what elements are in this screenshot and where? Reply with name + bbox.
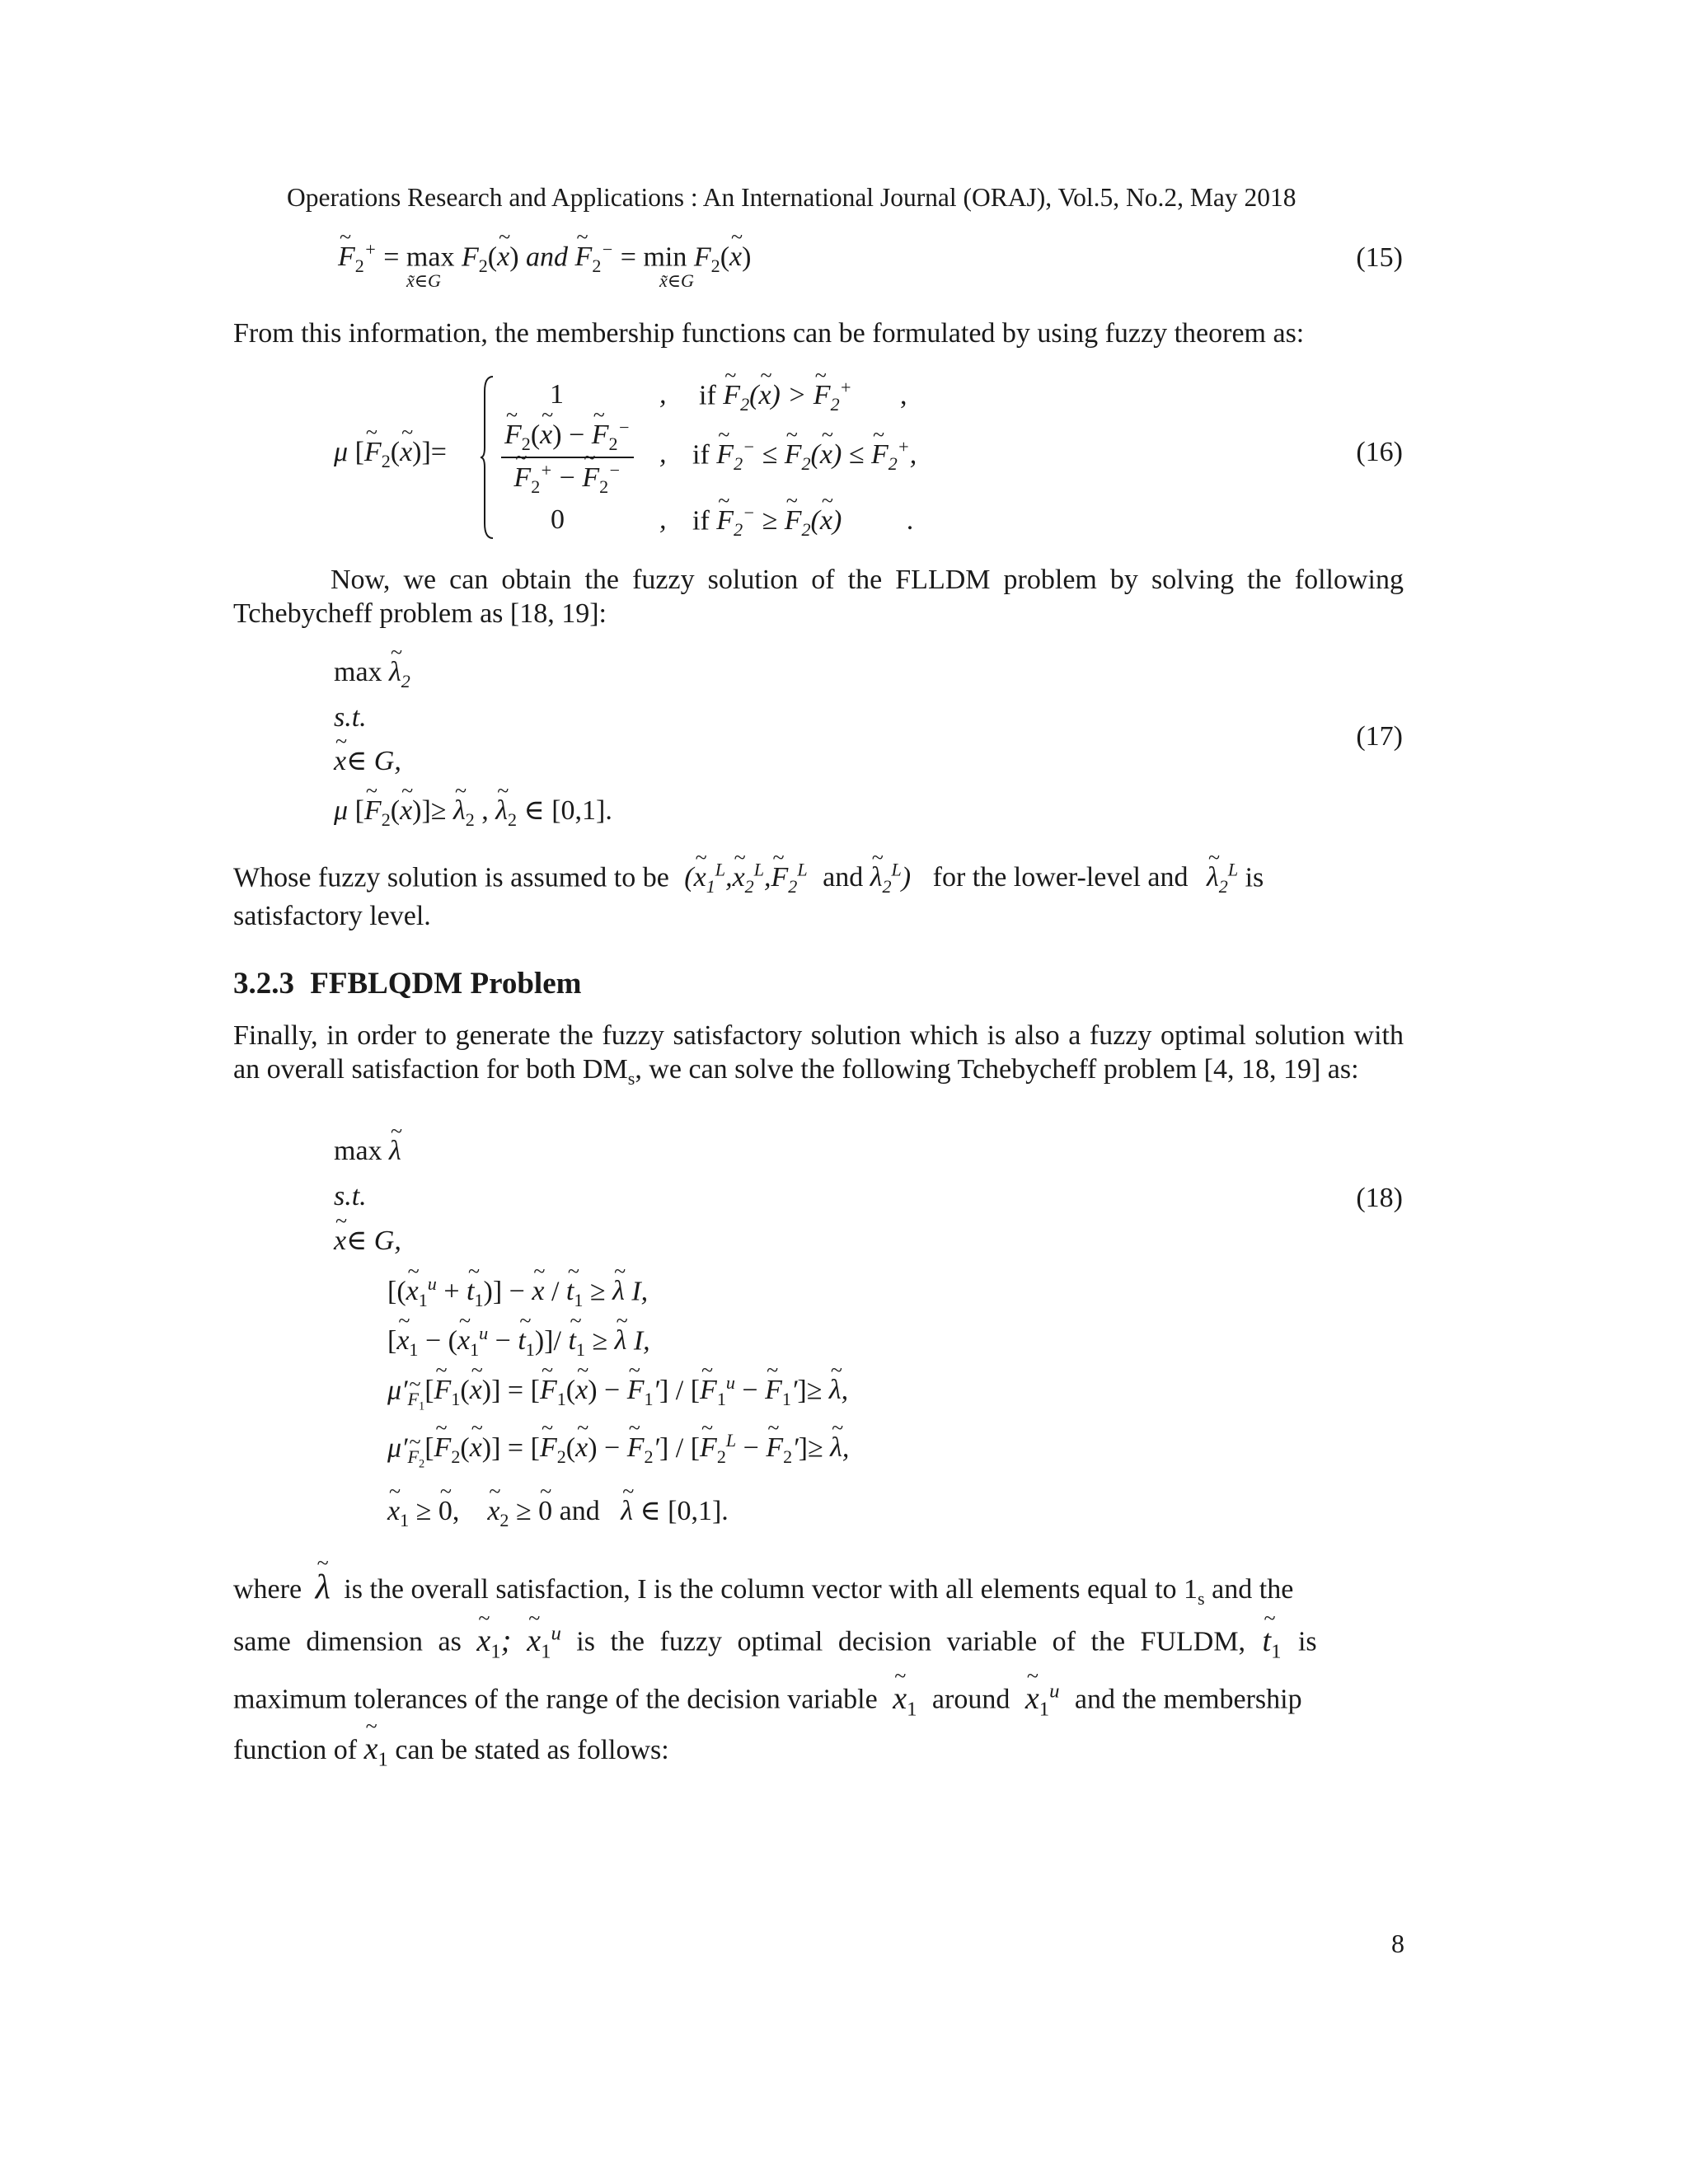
case-3-condition: if ~ $F_2^-$ ≥ ~ $F_2(\sim$ x) . (692, 503, 913, 541)
text: , we can solve the following Tchebycheff problem [4, 18, 19] as: (635, 1054, 1359, 1085)
text: same dimension as (233, 1626, 462, 1657)
if-label: if (692, 439, 710, 471)
text: where (233, 1574, 302, 1605)
if-label: if (692, 505, 710, 537)
text: is (1245, 862, 1264, 893)
max-label: max (334, 657, 382, 687)
case-3-value: 0 (551, 504, 565, 535)
text: and (823, 862, 864, 893)
case-1-condition: if ~ $F_2(\sim$ x) > ~ $F_2^+$ , (699, 377, 907, 415)
subscript: s (1198, 1587, 1205, 1609)
equation-15: ~ $F_2^+ = \max$ $F_2(\sim$ x) and ~ $F_2^- = \min$ $F_2(\sim$ x) (338, 239, 751, 277)
and-label: and (559, 1496, 600, 1526)
text: function of (233, 1735, 358, 1765)
text: for the lower-level and (932, 862, 1189, 893)
section-number: 3.2.3 (233, 967, 294, 1001)
paragraph-fuzzy-solution-line2: satisfactory level. (233, 901, 431, 931)
text: is (1297, 1626, 1317, 1657)
case-2-condition: if ~ $F_2^-$ ≤ ~ $F_2(\sim$ x) ≤ ~ $F_2^+$, (692, 437, 917, 475)
equation-18-constraint-5: ~ $x_1$ ≥ ~ 0, ~ $x_2$ ≥ ~ 0 and ~ λ ∈ [0,1]. (387, 1494, 729, 1531)
equation-number-16: (16) (1356, 437, 1403, 467)
equation-18-max: max ~ λ (334, 1136, 401, 1167)
text: Whose fuzzy solution is assumed to be (233, 862, 669, 893)
equation-17-domain: ~ x∈ G, (334, 744, 401, 777)
running-header: Operations Research and Applications : An International Journal (ORAJ), Vol.5, No.2, May 2018 (287, 183, 1296, 212)
section-heading (233, 966, 581, 1001)
paragraph-text: Now, we can obtain the fuzzy solution of the FLLDM problem by solving the following Tchebycheff problem as [18, 19]: (233, 565, 1404, 629)
text: Finally, in order to generate the fuzzy satisfactory solution which is also a fuzzy optimal solution with an overall satisfaction for both DM (233, 1020, 1404, 1085)
paragraph-tchebycheff-intro (233, 563, 1404, 630)
paragraph-text: From this information, the membership functions can be formulated by using fuzzy theorem as: (233, 318, 1305, 349)
section-title: FFBLQDM Problem (310, 967, 582, 1001)
equation-18-constraint-2: [~ $x_1$ − (~ $x_1^u$ − ~ $t_1)]/$ ~ $t_1$ ≥ ~ λ I, (387, 1323, 650, 1361)
equation-number-15: (15) (1356, 242, 1403, 273)
equation-17-constraint: μ [~ $F_2(\sim$ x)]≥ ~ $\lambda_2$ , ~ $\lambda_2$ ∈ [0,1]. (334, 794, 612, 831)
case-3-comma: , (659, 504, 667, 535)
if-label: if (699, 380, 716, 411)
left-brace (480, 375, 495, 540)
paragraph-where-line2: same dimension as ~ $x_1$; ~ $x_1^u$ is the fuzzy optimal decision variable of the FULDM, ~ $t_1$ is (233, 1622, 1317, 1663)
case-1-value: 1 (550, 379, 564, 410)
equation-number-18: (18) (1356, 1183, 1403, 1213)
max-label: max (334, 1136, 382, 1166)
text: maximum tolerances of the range of the decision variable (233, 1684, 878, 1715)
text: and the membership (1074, 1684, 1302, 1715)
paragraph-satisfactory-solution (233, 1019, 1404, 1095)
page-number: 8 (1391, 1929, 1404, 1958)
paragraph-membership-intro (233, 316, 1404, 350)
case-1-comma: , (659, 379, 667, 410)
equation-15-under2: x̃∈G (659, 270, 694, 291)
paragraph-where-line3: maximum tolerances of the range of the decision variable ~ $x_1$ around ~ $x_1^u$ and the membership (233, 1680, 1302, 1721)
text: and the (1212, 1574, 1294, 1605)
equation-number-17: (17) (1356, 721, 1403, 752)
paragraph-where-line1: where ~ λ is the overall satisfaction, I is the column vector with all elements equal to $1_s$ and the (233, 1568, 1404, 1610)
paragraph-fuzzy-solution-line1: Whose fuzzy solution is assumed to be (~ $x_1^L,\sim$ $x_2^L,\sim$ $F_2^L$ and ~ $\lambda_2^L$) for the lower-level and ~ $\lambda_2^L$ is (233, 860, 1404, 898)
subscript: s (627, 1067, 635, 1089)
equation-18-domain: ~ x∈ G, (334, 1224, 401, 1257)
equation-17-st: s.t. (334, 702, 367, 733)
text: around (931, 1684, 1010, 1715)
text: can be stated as follows: (395, 1735, 669, 1765)
case-2-fraction: ~ $F_2(\sim$ x) − ~ $F_2^-$ ~ $F_2^+$ − ~ $F_2^-$ (501, 417, 634, 498)
equation-16-lhs: μ [~ $F_2(\sim$ x)]= (334, 437, 447, 472)
text: is the overall satisfaction, I is the column vector with all elements equal to 1 (344, 1574, 1198, 1605)
equation-15-under: x̃∈G (406, 270, 441, 291)
text: is the fuzzy optimal decision variable of the FULDM, (576, 1626, 1246, 1657)
equation-17-max: max ~ $\lambda_2$ (334, 657, 410, 692)
equation-18-constraint-3: μ′~ $_{F_1}$[~ $F_1(\sim$ x)] = [~ $F_1(\sim$ x) − ~ $F_1'$] / [~ $F_1^u$ − ~ $F_1']\ge$ ~ λ, (387, 1372, 848, 1414)
equation-18-constraint-4: μ′~ $_{F_2}$[~ $F_2(\sim$ x)] = [~ $F_2(\sim$ x) − ~ $F_2'$] / [~ $F_2^L$ − ~ $F_2']\ge$ ~ λ, (387, 1430, 849, 1472)
equation-18-st: s.t. (334, 1181, 367, 1212)
equation-18-constraint-1: [(~ $x_1^u$ + ~ $t_1$)] − ~ x / ~ $t_1$ ≥ ~ λ I, (387, 1273, 648, 1311)
case-2-comma: , (659, 438, 667, 469)
paragraph-where-line4: function of ~ $x_1$ can be stated as follows: (233, 1731, 669, 1772)
